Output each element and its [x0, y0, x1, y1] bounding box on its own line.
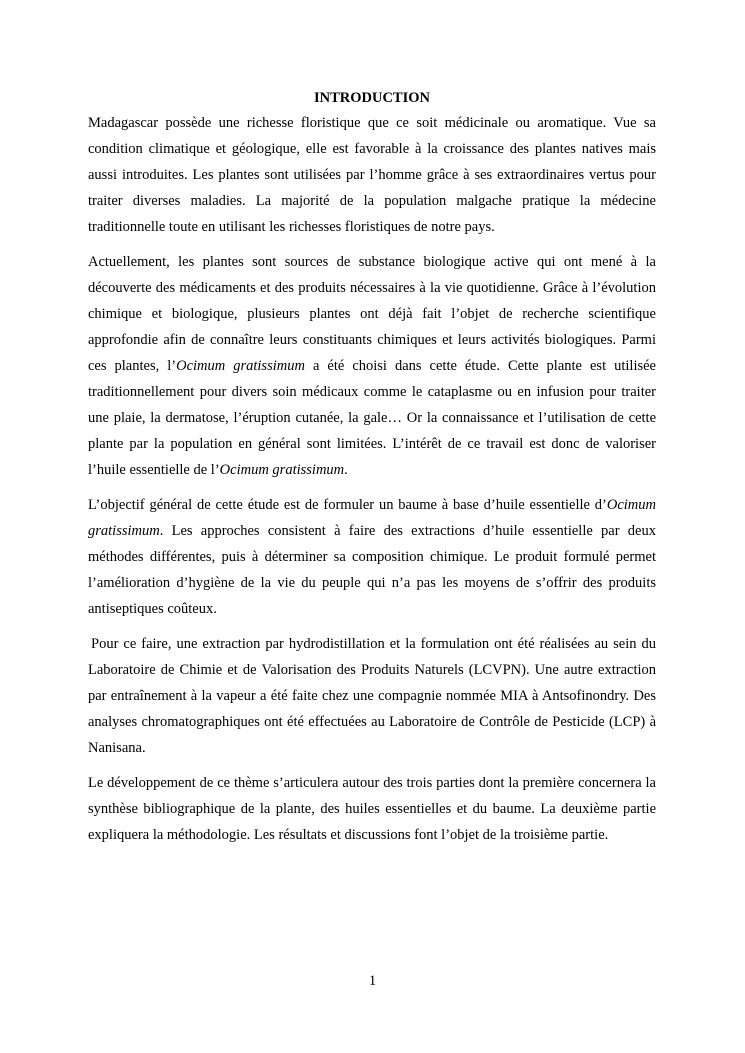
page-title: INTRODUCTION: [313, 90, 430, 106]
paragraph-4-text: Pour ce faire, une extraction par hydrodistillation et la formulation ont été réalisées au sein du Laboratoire de Chimie et de Valorisation des Produits Naturels (LCVPN). Une autre extraction par entraînement à la vapeur a été faite chez une compagnie nommée MIA à Antsofinondry. Des analyses chromatographiques ont été effectuées au Laboratoire de Contrôle de Pesticide (LCP) à Nanisana.: [88, 636, 656, 756]
paragraph-3-text-a: L’objectif général de cette étude est de formuler un baume à base d’huile essentielle d’: [88, 497, 607, 513]
paragraph-2-text-a: Actuellement, les plantes sont sources de substance biologique active qui ont mené à la découverte des médicaments et des produits nécessaires à la vie quotidienne. Grâce à l’évolution chimique et biologique, plusieurs plantes ont déjà fait l’objet de recherche scientifique approfondie afin de connaître leurs constituants chimiques et leurs activités biologiques. Parmi ces plantes, l’: [88, 254, 656, 374]
document-body: [88, 86, 656, 857]
paragraph-4: [88, 631, 656, 761]
paragraph-1-text: Madagascar possède une richesse floristique que ce soit médicinale ou aromatique. Vue sa condition climatique et géologique, elle est favorable à la croissance des plantes natives mais aussi introduites. Les plantes sont utilisées par l’homme grâce à ses extraordinaires vertus pour traiter diverses maladies. La majorité de la population malgache pratique la médecine traditionnelle toute en utilisant les richesses floristiques de notre pays.: [88, 115, 656, 235]
species-name-italic: Ocimum gratissimum: [219, 462, 345, 478]
page-number: 1: [368, 973, 377, 989]
paragraph-5-text: Le développement de ce thème s’articulera autour des trois parties dont la première concernera la synthèse bibliographique de la plante, des huiles essentielles et du baume. La deuxième partie expliquera la méthodologie. Les résultats et discussions font l’objet de la troisième partie.: [88, 775, 656, 843]
paragraph-1: [88, 110, 656, 240]
paragraph-3-text-b: . Les approches consistent à faire des extractions d’huile essentielle par deux méthodes différentes, puis à déterminer sa composition chimique. Le produit formulé permet l’amélioration d’hygiène de la vie du peuple qui n’a pas les moyens de s’offrir des produits antiseptiques coûteux.: [88, 523, 656, 617]
paragraph-5: [88, 770, 656, 848]
paragraph-2-text-b: a été choisi dans cette étude. Cette plante est utilisée traditionnellement pour divers soin médicaux comme le cataplasme ou en infusion pour traiter une plaie, la dermatose, l’éruption cutanée, la gale… Or la connaissance et l’utilisation de cette plante par la population en général sont limitées. L’intérêt de ce travail est donc de valoriser l’huile essentielle de l’: [88, 358, 656, 478]
species-name-italic: Ocimum gratissimum: [88, 497, 656, 539]
paragraph-3: [88, 492, 656, 622]
paragraph-2-text-c: .: [344, 462, 348, 478]
paragraph-2: [88, 249, 656, 483]
species-name-italic: Ocimum gratissimum: [176, 358, 305, 374]
